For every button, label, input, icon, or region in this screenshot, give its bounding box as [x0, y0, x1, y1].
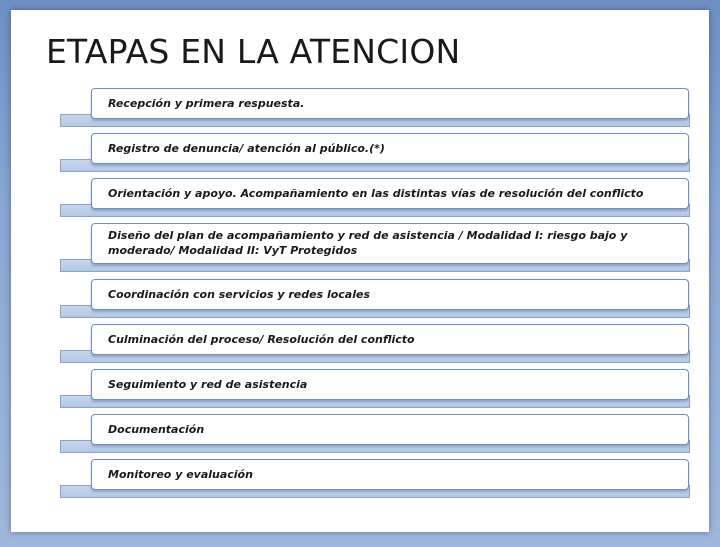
step-3	[60, 178, 690, 220]
slide	[11, 10, 709, 532]
step-2	[60, 133, 690, 175]
step-4	[60, 223, 690, 275]
step-6-label: Culminación del proceso/ Resolución del conflicto	[108, 333, 415, 346]
step-8-label: Documentación	[108, 423, 205, 436]
step-3-box	[91, 178, 689, 209]
step-7	[60, 369, 690, 411]
step-9	[60, 459, 690, 501]
step-9-label: Monitoreo y evaluación	[108, 468, 253, 481]
step-8-box	[91, 414, 689, 445]
step-6-box	[91, 324, 689, 355]
step-7-box	[91, 369, 689, 400]
steps-list	[11, 10, 709, 532]
step-2-box	[91, 133, 689, 164]
step-9-box	[91, 459, 689, 490]
step-2-label: Registro de denuncia/ atención al público.(*)	[108, 142, 385, 155]
step-6	[60, 324, 690, 366]
step-8	[60, 414, 690, 456]
step-7-label: Seguimiento y red de asistencia	[108, 378, 308, 391]
step-1-box	[91, 88, 689, 119]
step-1-label: Recepción y primera respuesta.	[108, 97, 305, 110]
step-5-label: Coordinación con servicios y redes locales	[108, 288, 371, 301]
slide-title: ETAPAS EN LA ATENCION	[46, 32, 461, 71]
step-4-box	[91, 223, 689, 264]
step-3-label: Orientación y apoyo. Acompañamiento en las distintas vías de resolución del conflicto	[108, 187, 644, 200]
step-5	[60, 279, 690, 321]
step-5-box	[91, 279, 689, 310]
step-1	[60, 88, 690, 130]
step-4-label: Diseño del plan de acompañamiento y red de asistencia / Modalidad I: riesgo bajo y moderado/ Modalidad II: VyT Protegidos	[108, 229, 628, 257]
